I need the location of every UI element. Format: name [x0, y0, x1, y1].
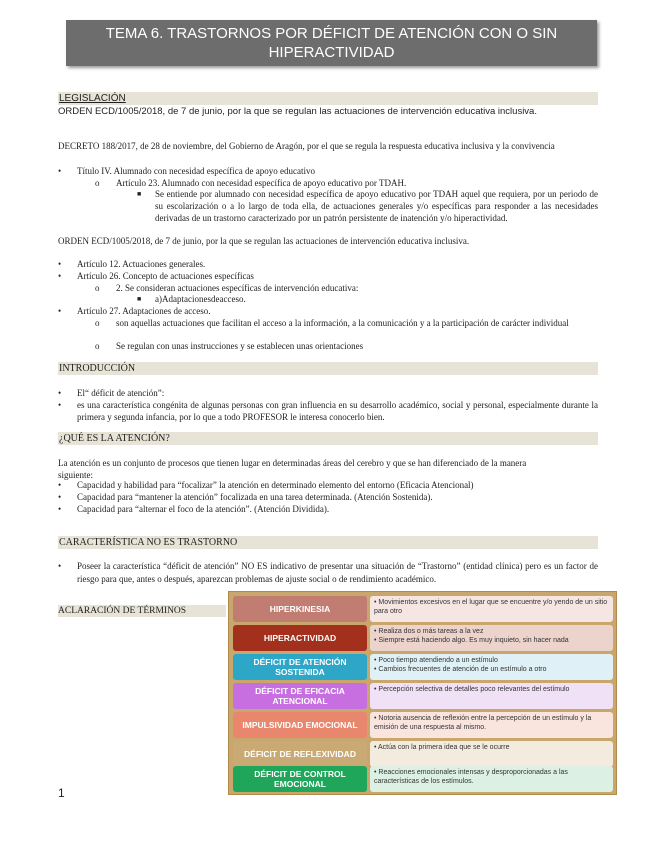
bullet-icon: • — [58, 306, 62, 316]
intro-b1: El“ déficit de atención”: — [77, 388, 165, 398]
term-row — [233, 741, 612, 767]
term-description: • Poco tiempo atendiendo a un estímulo • Cambios frecuentes de atención de un estímulo a otro — [370, 654, 613, 680]
art26-2: 2. Se consideran actuaciones específicas de intervención educativa: — [116, 283, 359, 293]
term-description: • Movimientos excesivos en el lugar que se encuentre y/o yendo de un sitio para otro — [370, 596, 613, 622]
caracteristica-b1: Poseer la característica “déficit de atención” NO ES indicativo de presentar una situación de “Trastorno” (entidad clínica) pero es un factor de riesgo para que, antes o después, aparezcan problemas de ajuste social o de rendimiento académico. — [77, 561, 598, 584]
articulo-23: Artículo 23. Alumnado con necesidad específica de apoyo educativo por TDAH. — [116, 178, 407, 188]
bullet-icon: • — [58, 388, 62, 398]
term-description: • Realiza dos o más tareas a la vez • Siempre está haciendo algo. Es muy inquieto, sin hacer nada — [370, 625, 613, 651]
atencion-b3: Capacidad para “alternar el foco de la atención”. (Atención Dividida). — [77, 504, 330, 514]
term-label: DÉFICIT DE CONTROL EMOCIONAL — [233, 766, 367, 792]
titulo-iv: Título IV. Alumnado con necesidad específica de apoyo educativo — [77, 166, 316, 176]
bullet-icon: • — [58, 259, 62, 269]
term-label: DÉFICIT DE ATENCIÓN SOSTENIDA — [233, 654, 367, 680]
term-row — [233, 596, 612, 622]
circle-bullet-icon: o — [95, 318, 100, 328]
term-row — [233, 683, 612, 709]
decreto-text: DECRETO 188/2017, de 28 de noviembre, del Gobierno de Aragón, por el que se regula la respuesta educativa inclusiva y la convivencia — [58, 141, 555, 151]
term-description: • Reacciones emocionales intensas y desproporcionadas a las características de los estímulos. — [370, 766, 613, 792]
atencion-heading: ¿QUÉ ES LA ATENCIÓN? — [58, 432, 598, 445]
intro-b2: es una característica congénita de algunas personas con gran influencia en su desarrollo académico, social y personal, especialmente durante la primera y segunda infancia, por lo que a todo PROFESOR le interesa conocerlo bien. — [77, 400, 598, 422]
caracteristica-heading: CARACTERÍSTICA NO ES TRASTORNO — [58, 536, 598, 549]
bullet-icon: • — [58, 271, 62, 281]
circle-bullet-icon: o — [95, 178, 100, 188]
term-label: DÉFICIT DE EFICACIA ATENCIONAL — [233, 683, 367, 709]
art23-text: Se entiende por alumnado con necesidad específica de apoyo educativo por TDAH aquel que requiera, por un periodo de su escolarización o a lo largo de toda ella, de actuaciones generales y/o específicas para responder a las necesidades derivadas de un trastorno caracterizado por un patrón persistente de inatención y/o hiperactividad. — [155, 189, 598, 223]
atencion-b2: Capacidad para “mantener la atención” focalizada en una tarea determinada. (Atención Sostenida). — [77, 492, 433, 502]
square-bullet-icon: ■ — [137, 295, 142, 303]
introduccion-heading: INTRODUCCIÓN — [58, 362, 598, 375]
term-label: HIPERKINESIA — [233, 596, 367, 622]
art12: Artículo 12. Actuaciones generales. — [77, 259, 206, 269]
bullet-icon: • — [58, 480, 62, 490]
art26-a: a)Adaptacionesdeacceso. — [155, 294, 246, 304]
circle-bullet-icon: o — [95, 283, 100, 293]
term-description: • Percepción selectiva de detalles poco relevantes del estímulo — [370, 683, 613, 709]
art27: Artículo 27. Adaptaciones de acceso. — [77, 306, 211, 316]
circle-bullet-icon: o — [95, 341, 100, 351]
term-label: HIPERACTIVIDAD — [233, 625, 367, 651]
term-row — [233, 654, 612, 680]
bullet-icon: • — [58, 400, 62, 410]
atencion-b1: Capacidad y habilidad para “focalizar” la atención en determinado elemento del entorno (Eficacia Atencional) — [77, 480, 474, 490]
term-description: • Actúa con la primera idea que se le ocurre — [370, 741, 613, 767]
term-row — [233, 712, 612, 738]
bullet-icon: • — [58, 504, 62, 514]
orden-plain: ORDEN ECD/1005/2018, de 7 de junio, por la que se regulan las actuaciones de intervención educativa inclusiva. — [58, 236, 470, 246]
term-description: • Notoria ausencia de reflexión entre la percepción de un estímulo y la emisión de una respuesta al mismo. — [370, 712, 613, 738]
terms-infographic — [228, 591, 617, 795]
aclaracion-heading: ACLARACIÓN DE TÉRMINOS — [58, 605, 226, 617]
bullet-icon: • — [58, 561, 62, 571]
bullet-icon: • — [58, 166, 62, 176]
art26: Artículo 26. Concepto de actuaciones específicas — [77, 271, 254, 281]
term-row — [233, 625, 612, 651]
orden-title: ORDEN ECD/1005/2018, de 7 de junio, por la que se regulan las actuaciones de intervención educativa inclusiva. — [58, 106, 537, 117]
bullet-icon: • — [58, 492, 62, 502]
art27-b: Se regulan con unas instrucciones y se establecen unas orientaciones — [116, 341, 364, 351]
term-label: IMPULSIVIDAD EMOCIONAL — [233, 712, 367, 738]
term-label: DÉFICIT DE REFLEXIVIDAD — [233, 741, 367, 767]
document-title: TEMA 6. TRASTORNOS POR DÉFICIT DE ATENCIÓN CON O SIN HIPERACTIVIDAD — [66, 20, 597, 66]
term-row — [233, 766, 612, 792]
square-bullet-icon: ■ — [137, 190, 142, 198]
atencion-intro: La atención es un conjunto de procesos que tienen lugar en determinadas áreas del cerebro y que se han diferenciado de la manera siguiente: — [58, 458, 527, 480]
art27-a: son aquellas actuaciones que facilitan el acceso a la información, a la comunicación y a la participación de carácter individual — [116, 318, 569, 328]
legislacion-heading: LEGISLACIÓN — [58, 92, 598, 105]
page-number: 1 — [58, 786, 65, 800]
